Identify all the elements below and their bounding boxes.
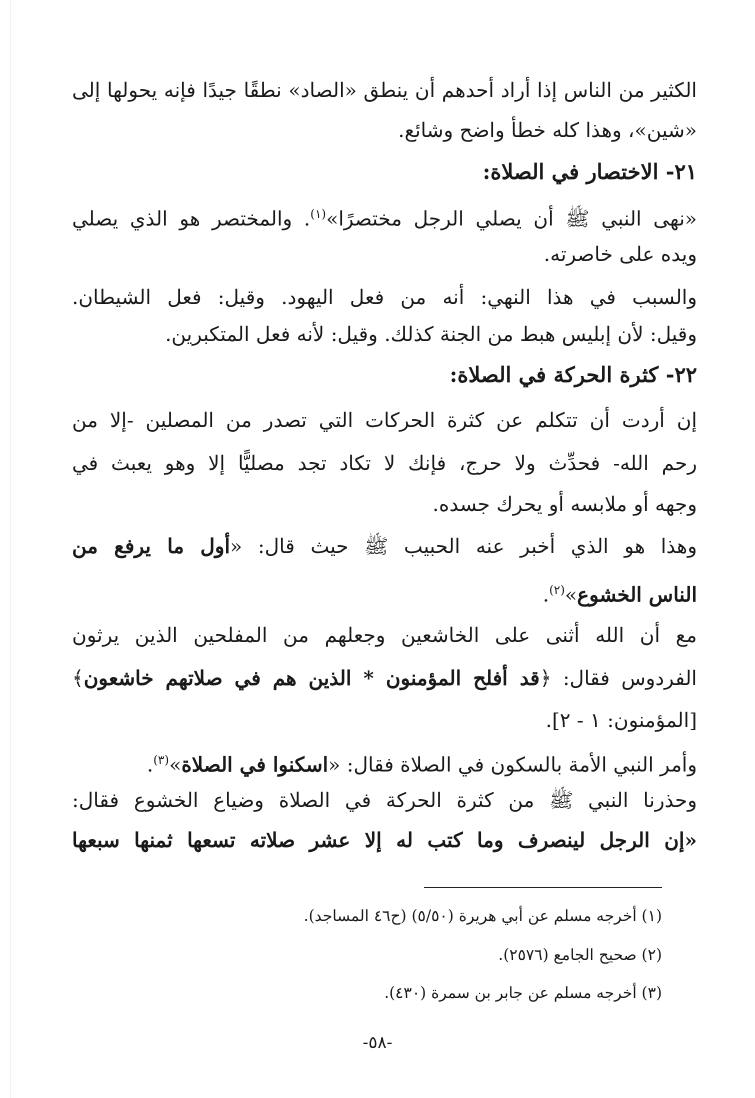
text-line bbox=[72, 110, 697, 150]
line-text-tail: . والمختصر هو الذي يصلي bbox=[72, 206, 311, 231]
line-text-tail: ﴾ bbox=[72, 666, 84, 690]
text-line bbox=[72, 700, 697, 740]
footnote-ref: (٣) bbox=[153, 753, 170, 767]
line-text: « bbox=[684, 828, 697, 852]
line-text: رحم الله- فحدِّث ولا حرج، فإنك لا تكاد تجد مصليًّا إلا وهو يعبث في bbox=[72, 451, 697, 475]
text-line bbox=[72, 526, 697, 566]
footnote-2 bbox=[100, 940, 662, 970]
line-text: والسبب في هذا النهي: أنه من فعل اليهود. وقيل: فعل الشيطان. bbox=[72, 285, 697, 309]
line-text: وجهه أو ملابسه أو يحرك جسده. bbox=[432, 492, 697, 516]
quran-verse-bold: قد أفلح المؤمنون * الذين هم في صلاتهم خاشعون bbox=[83, 666, 540, 690]
text-line bbox=[72, 484, 697, 524]
heading-text: ٢١- الاختصار في الصلاة: bbox=[482, 159, 697, 184]
footnote-ref: (١) bbox=[310, 207, 327, 221]
text-line bbox=[72, 615, 697, 655]
text-line bbox=[72, 443, 697, 483]
text-line bbox=[72, 820, 697, 860]
text-line bbox=[72, 570, 697, 610]
scan-edge bbox=[10, 0, 11, 1098]
footnote-text: (١) أخرجه مسلم عن أبي هريرة (٥/٥٠) (ح٤٦ المساجد). bbox=[303, 907, 662, 925]
text-line bbox=[72, 314, 697, 354]
text-line bbox=[72, 658, 697, 698]
section-heading-21 bbox=[72, 152, 697, 192]
text-line bbox=[72, 400, 697, 440]
line-text-tail: . bbox=[542, 582, 550, 607]
line-text: وقيل: لأن إبليس هبط من الجنة كذلك. وقيل: لأنه فعل المتكبرين. bbox=[165, 322, 697, 346]
line-text: مع أن الله أثنى على الخاشعين وجعلهم من المفلحين الذين يرثون bbox=[72, 623, 697, 647]
section-heading-22 bbox=[72, 355, 697, 395]
line-text-tail: . bbox=[146, 752, 154, 777]
text-line bbox=[72, 780, 697, 820]
line-text: وحذرنا النبي ﷺ من كثرة الحركة في الصلاة وضياع الخشوع فقال: bbox=[72, 788, 697, 812]
hadith-bold: الناس الخشوع bbox=[577, 582, 697, 607]
line-text: [المؤمنون: ١ - ٢]. bbox=[545, 708, 697, 732]
footnote-ref: (٢) bbox=[549, 583, 565, 597]
line-text-tail: » bbox=[169, 752, 182, 777]
text-line bbox=[72, 234, 697, 274]
footnote-divider bbox=[424, 887, 662, 888]
line-text: «شين»، وهذا كله خطأ واضح وشائع. bbox=[398, 118, 697, 142]
line-text: وأمر النبي الأمة بالسكون في الصلاة فقال: « bbox=[328, 752, 697, 777]
hadith-bold: إن الرجل لينصرف وما كتب له إلا عشر صلاته تسعها ثمنها سبعها bbox=[72, 828, 685, 852]
line-text: الفردوس فقال: ﴿ bbox=[539, 666, 697, 690]
line-text: الكثير من الناس إذا أراد أحدهم أن ينطق «الصاد» نطقًا جيدًا فإنه يحولها إلى bbox=[72, 78, 697, 102]
page-number: -٥٨- bbox=[362, 1033, 393, 1053]
footnote-text: (٣) أخرجه مسلم عن جابر بن سمرة (٤٣٠). bbox=[384, 984, 662, 1002]
main-text bbox=[72, 70, 697, 850]
hadith-bold: أول ما يرفع من bbox=[72, 534, 231, 558]
hadith-bold: اسكنوا في الصلاة bbox=[181, 752, 329, 777]
footnote-1 bbox=[100, 901, 662, 931]
line-text: ويده على خاصرته. bbox=[543, 242, 697, 266]
line-text: وهذا هو الذي أخبر عنه الحبيب ﷺ حيث قال: « bbox=[230, 534, 698, 558]
footnote-3 bbox=[100, 978, 662, 1008]
text-line bbox=[72, 277, 697, 317]
footnote-text: (٢) صحيح الجامع (٢٥٧٦). bbox=[498, 946, 662, 964]
text-line bbox=[72, 194, 697, 234]
text-line bbox=[72, 740, 697, 780]
line-text: إن أردت أن تتكلم عن كثرة الحركات التي تصدر من المصلين -إلا من bbox=[72, 408, 697, 432]
line-text: «نهى النبي ﷺ أن يصلي الرجل مختصرًا» bbox=[326, 206, 697, 231]
line-text: » bbox=[564, 582, 578, 607]
text-line bbox=[72, 70, 697, 110]
heading-text: ٢٢- كثرة الحركة في الصلاة: bbox=[449, 362, 697, 387]
